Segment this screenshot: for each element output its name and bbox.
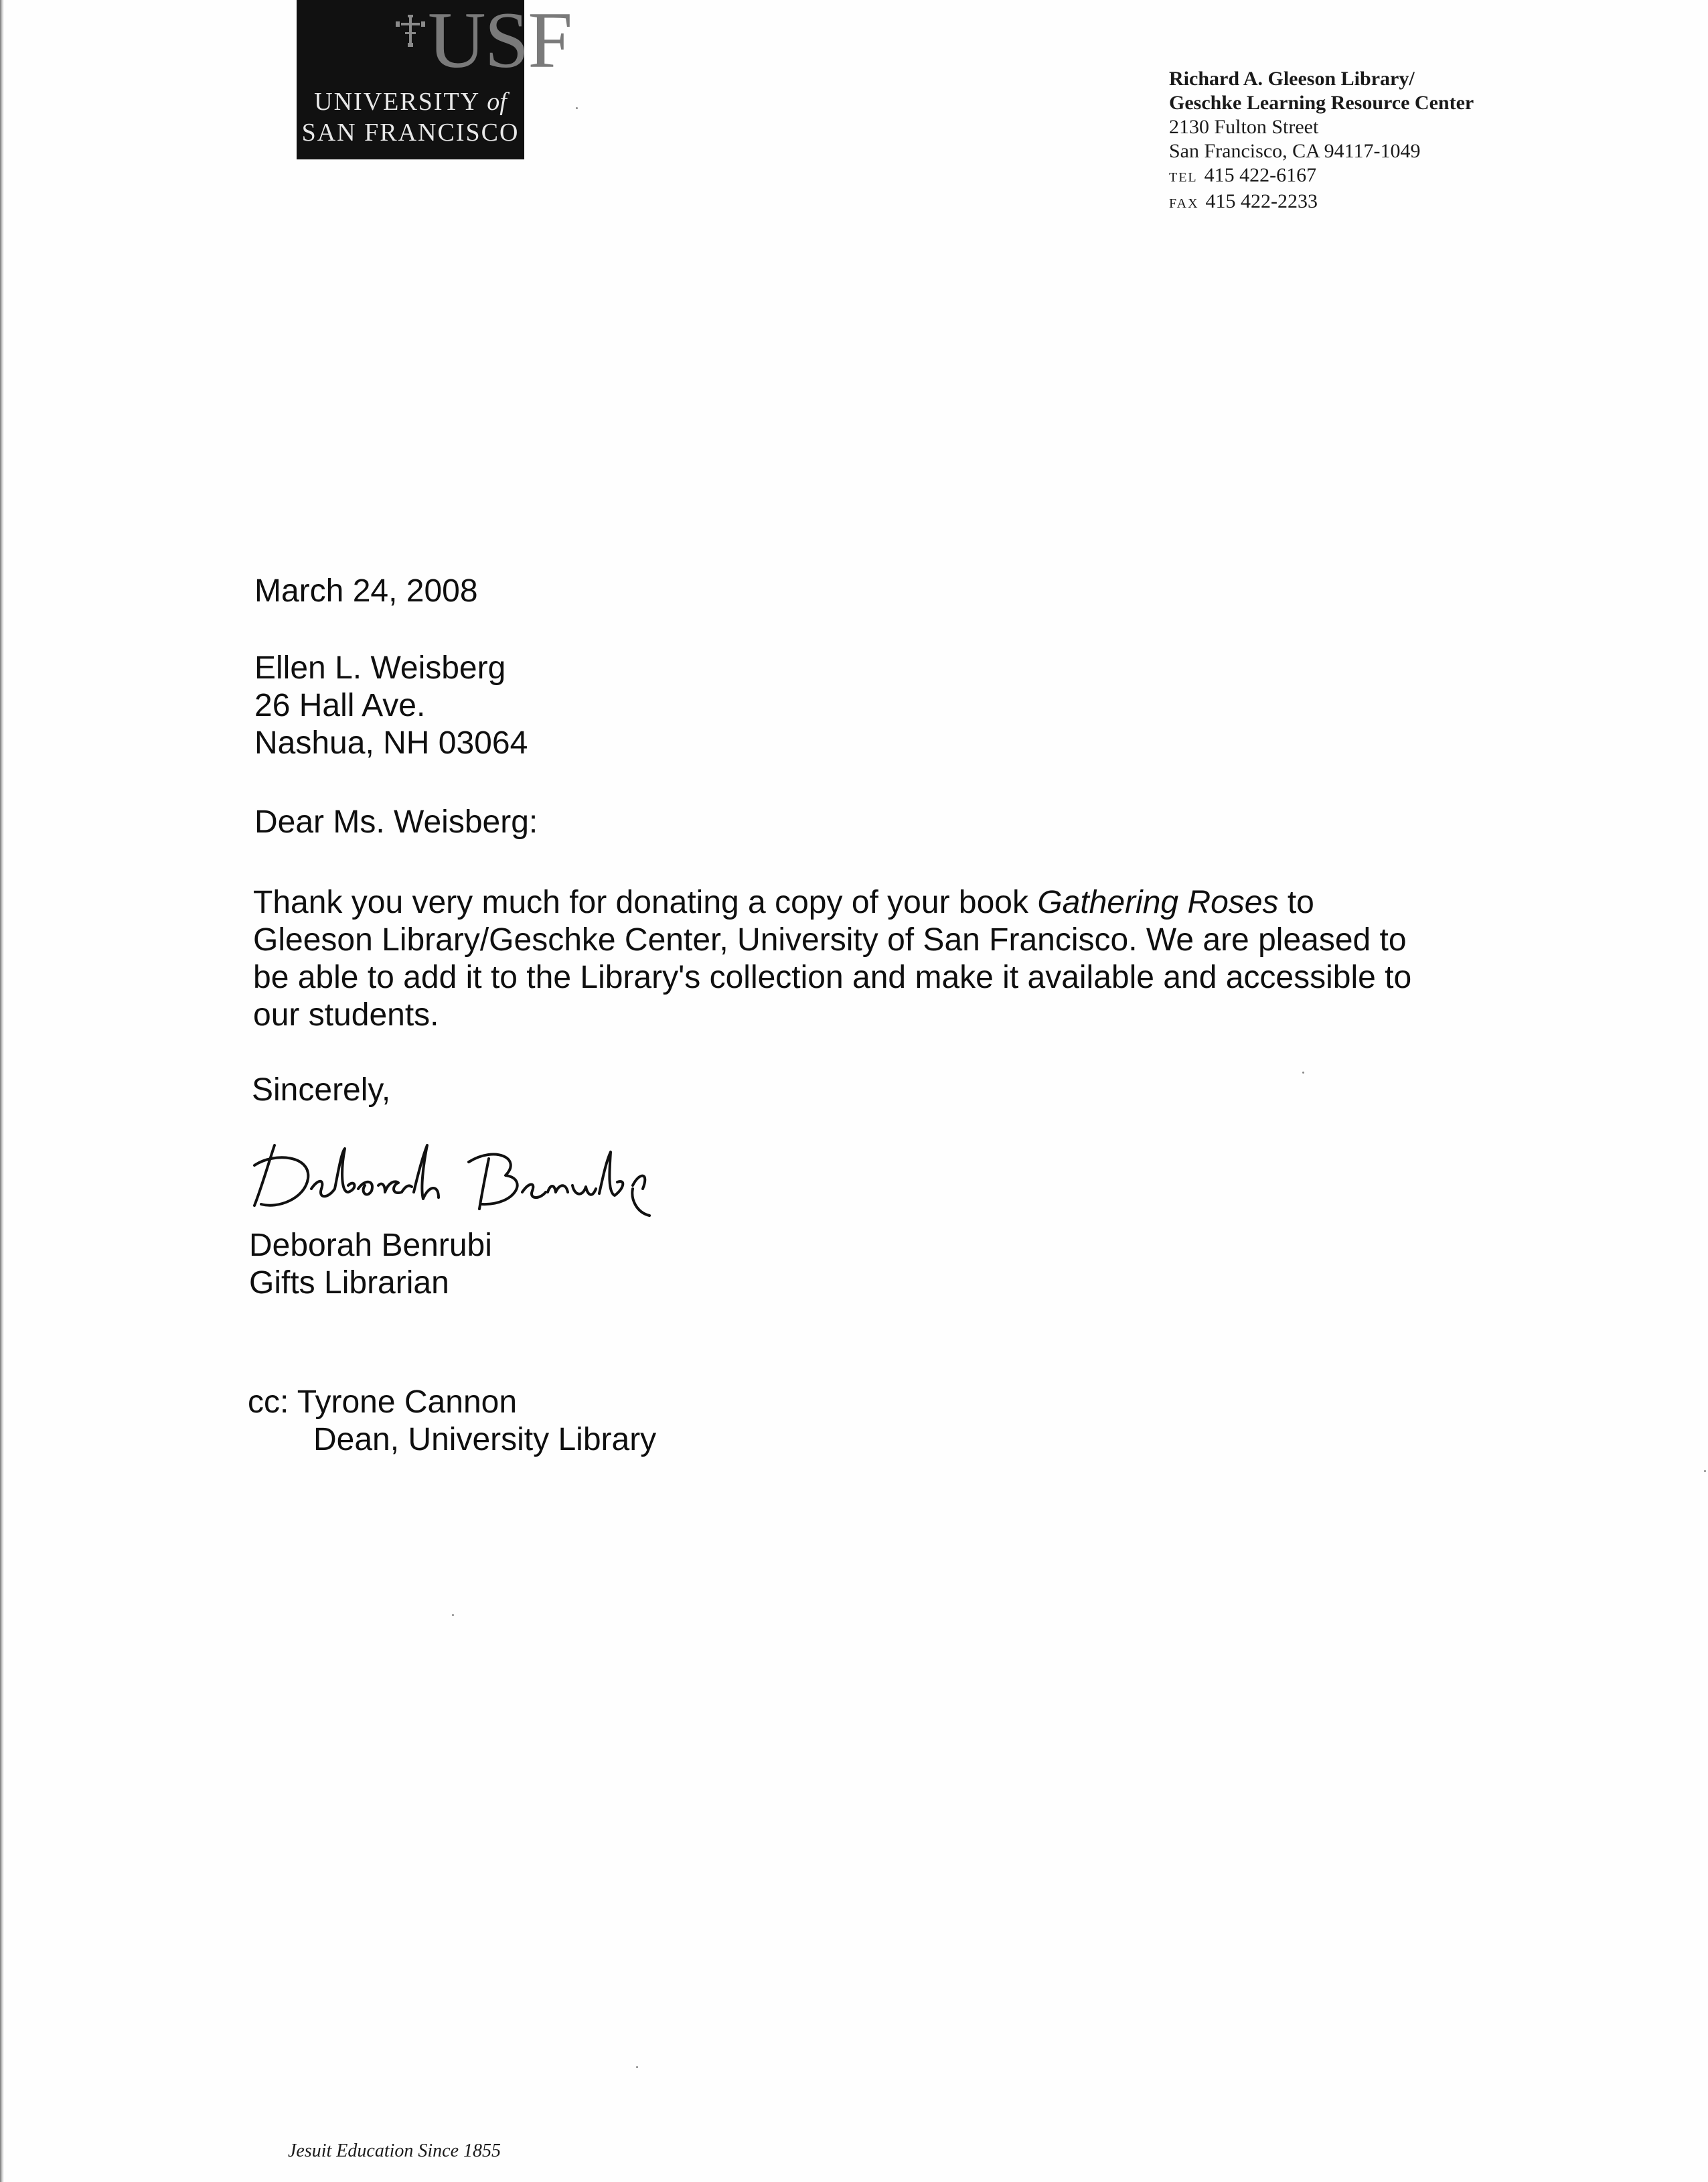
logo-letters: USF xyxy=(428,0,572,84)
footer-tagline: Jesuit Education Since 1855 xyxy=(288,2140,501,2161)
paragraph-line: be able to add it to the Library's collection and make it available and accessible to xyxy=(253,960,1412,995)
paragraph-line: Gleeson Library/Geschke Center, University of San Francisco. We are pleased to xyxy=(253,922,1407,958)
tel-label: TEL xyxy=(1169,170,1198,185)
signer-name: Deborah Benrubi xyxy=(249,1228,492,1263)
scan-speck xyxy=(576,107,578,109)
logo-city-line: SAN FRANCISCO xyxy=(301,119,520,147)
fax-number: 415 422-2233 xyxy=(1205,190,1318,212)
recipient-city: Nashua, NH 03064 xyxy=(254,725,528,761)
salutation: Dear Ms. Weisberg: xyxy=(254,804,538,840)
street-address: 2130 Fulton Street xyxy=(1169,116,1319,138)
logo-of-text: of xyxy=(487,88,507,116)
center-name: Geschke Learning Resource Center xyxy=(1169,92,1474,114)
body-paragraph xyxy=(253,884,1411,1034)
paragraph-line: our students. xyxy=(253,997,439,1033)
signer-title: Gifts Librarian xyxy=(249,1265,449,1301)
recipient-name: Ellen L. Weisberg xyxy=(254,650,506,686)
telephone-line xyxy=(1169,163,1474,190)
signer-block xyxy=(249,1227,492,1302)
logo-university-text: UNIVERSITY xyxy=(314,88,487,116)
closing: Sincerely, xyxy=(252,1072,391,1108)
recipient-address xyxy=(254,650,528,762)
scan-speck xyxy=(1704,1470,1706,1472)
scan-speck xyxy=(452,1614,454,1616)
letter-date: March 24, 2008 xyxy=(254,573,478,609)
logo-university-line xyxy=(297,87,524,117)
cc-line: cc: Tyrone Cannon xyxy=(248,1384,518,1420)
handwritten-signature xyxy=(248,1125,716,1219)
letterhead-address xyxy=(1169,67,1474,216)
library-name: Richard A. Gleeson Library/ xyxy=(1169,68,1415,90)
scan-speck xyxy=(1302,1072,1304,1074)
logo-mark xyxy=(297,0,572,86)
cc-title: Dean, University Library xyxy=(313,1422,657,1457)
cross-icon xyxy=(390,15,431,48)
paragraph-line xyxy=(253,884,1411,922)
fax-label: FAX xyxy=(1169,196,1199,211)
tel-number: 415 422-6167 xyxy=(1204,164,1317,186)
usf-logo xyxy=(297,0,572,159)
fax-line xyxy=(1169,190,1474,216)
recipient-street: 26 Hall Ave. xyxy=(254,688,426,723)
scan-edge xyxy=(0,0,4,2182)
city-address: San Francisco, CA 94117-1049 xyxy=(1169,140,1421,162)
paragraph-text: to xyxy=(1278,885,1314,920)
paragraph-text: Thank you very much for donating a copy of your book xyxy=(253,885,1038,920)
book-title: Gathering Roses xyxy=(1037,885,1279,920)
scan-speck xyxy=(636,2066,638,2068)
